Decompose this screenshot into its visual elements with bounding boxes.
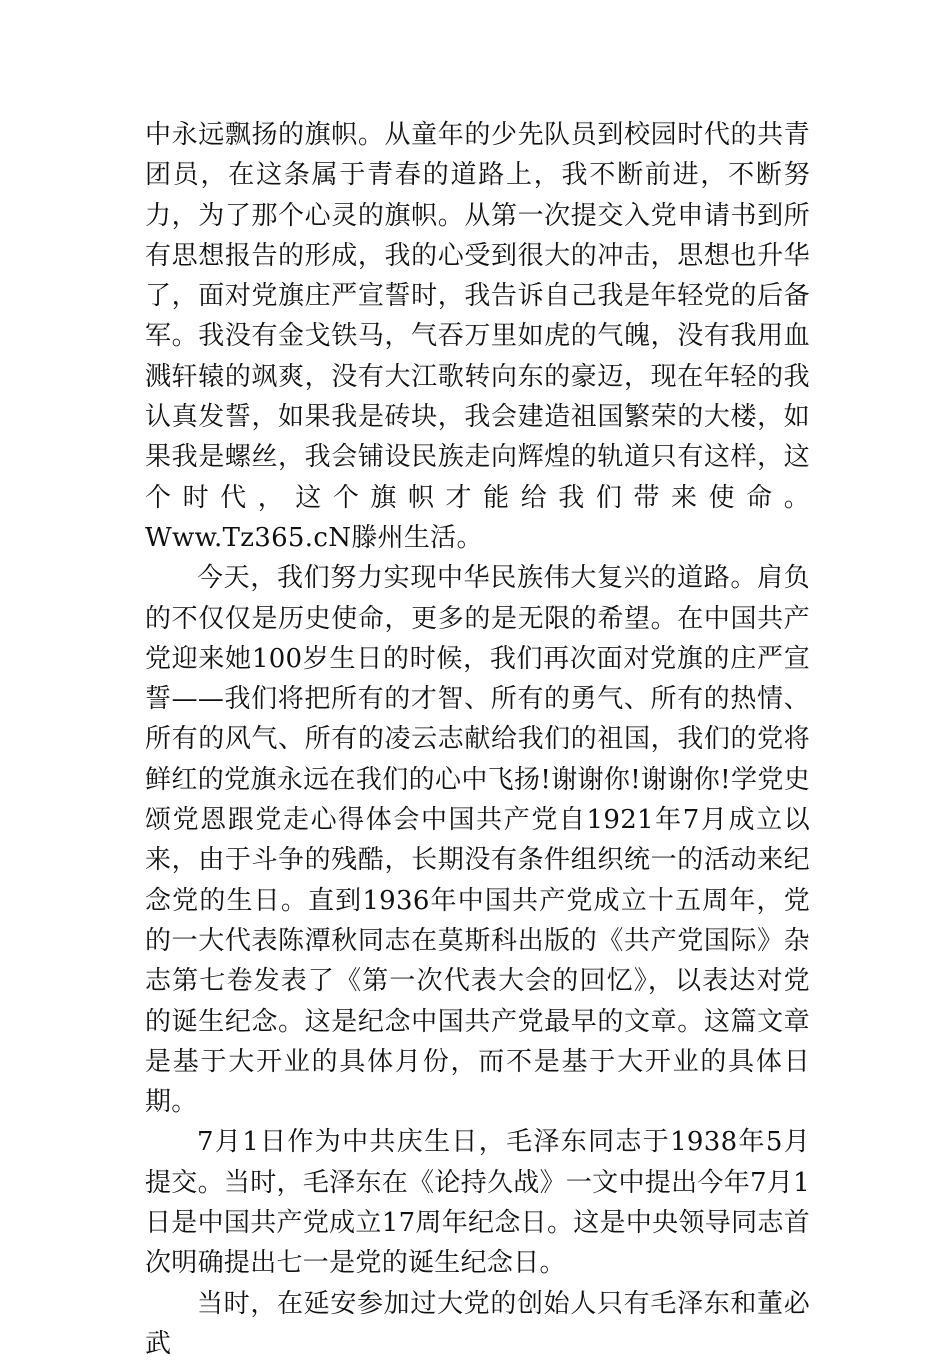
paragraph-continuation: 中永远飘扬的旗帜。从童年的少先队员到校园时代的共青团员，在这条属于青春的道路上，我不断前进，不断努力，为了那个心灵的旗帜。从第一次提交入党申请书到所有思想报告的形成，我的心受到很大的冲击，思想也升华了，面对党旗庄严宣誓时，我告诉自己我是年轻党的后备军。我没有金戈铁马，气吞万里如虎的气魄，没有我用血溅轩辕的飒爽，没有大江歌转向东的豪迈，现在年轻的我认真发誓，如果我是砖块，我会建造祖国繁荣的大楼，如果我是螺丝，我会铺设民族走向辉煌的轨道只有这样，这个时代，这个旗帜才能给我们带来使命。Www.Tz365.cN滕州生活。	[145, 120, 810, 553]
document-body	[145, 115, 810, 1364]
paragraph: 当时，在延安参加过大党的创始人只有毛泽东和董必武	[145, 1288, 810, 1359]
paragraph: 今天，我们努力实现中华民族伟大复兴的道路。肩负的不仅仅是历史使命，更多的是无限的希望。在中国共产党迎来她100岁生日的时候，我们再次面对党旗的庄严宣誓——我们将把所有的才智、所有的勇气、所有的热情、所有的风气、所有的凌云志献给我们的祖国，我们的党将鲜红的党旗永远在我们的心中飞扬!谢谢你!谢谢你!学党史颂党恩跟党走心得体会中国共产党自1921年7月成立以来，由于斗争的残酷，长期没有条件组织统一的活动来纪念党的生日。直到1936年中国共产党成立十五周年，党的一大代表陈潭秋同志在莫斯科出版的《共产党国际》杂志第七卷发表了《第一次代表大会的回忆》，以表达对党的诞生纪念。这是纪念中国共产党最早的文章。这篇文章是基于大开业的具体月份，而不是基于大开业的具体日期。	[145, 563, 810, 1118]
paragraph: 7月1日作为中共庆生日，毛泽东同志于1938年5月提交。当时，毛泽东在《论持久战》一文中提出今年7月1日是中国共产党成立17周年纪念日。这是中央领导同志首次明确提出七一是党的诞生纪念日。	[145, 1127, 810, 1279]
